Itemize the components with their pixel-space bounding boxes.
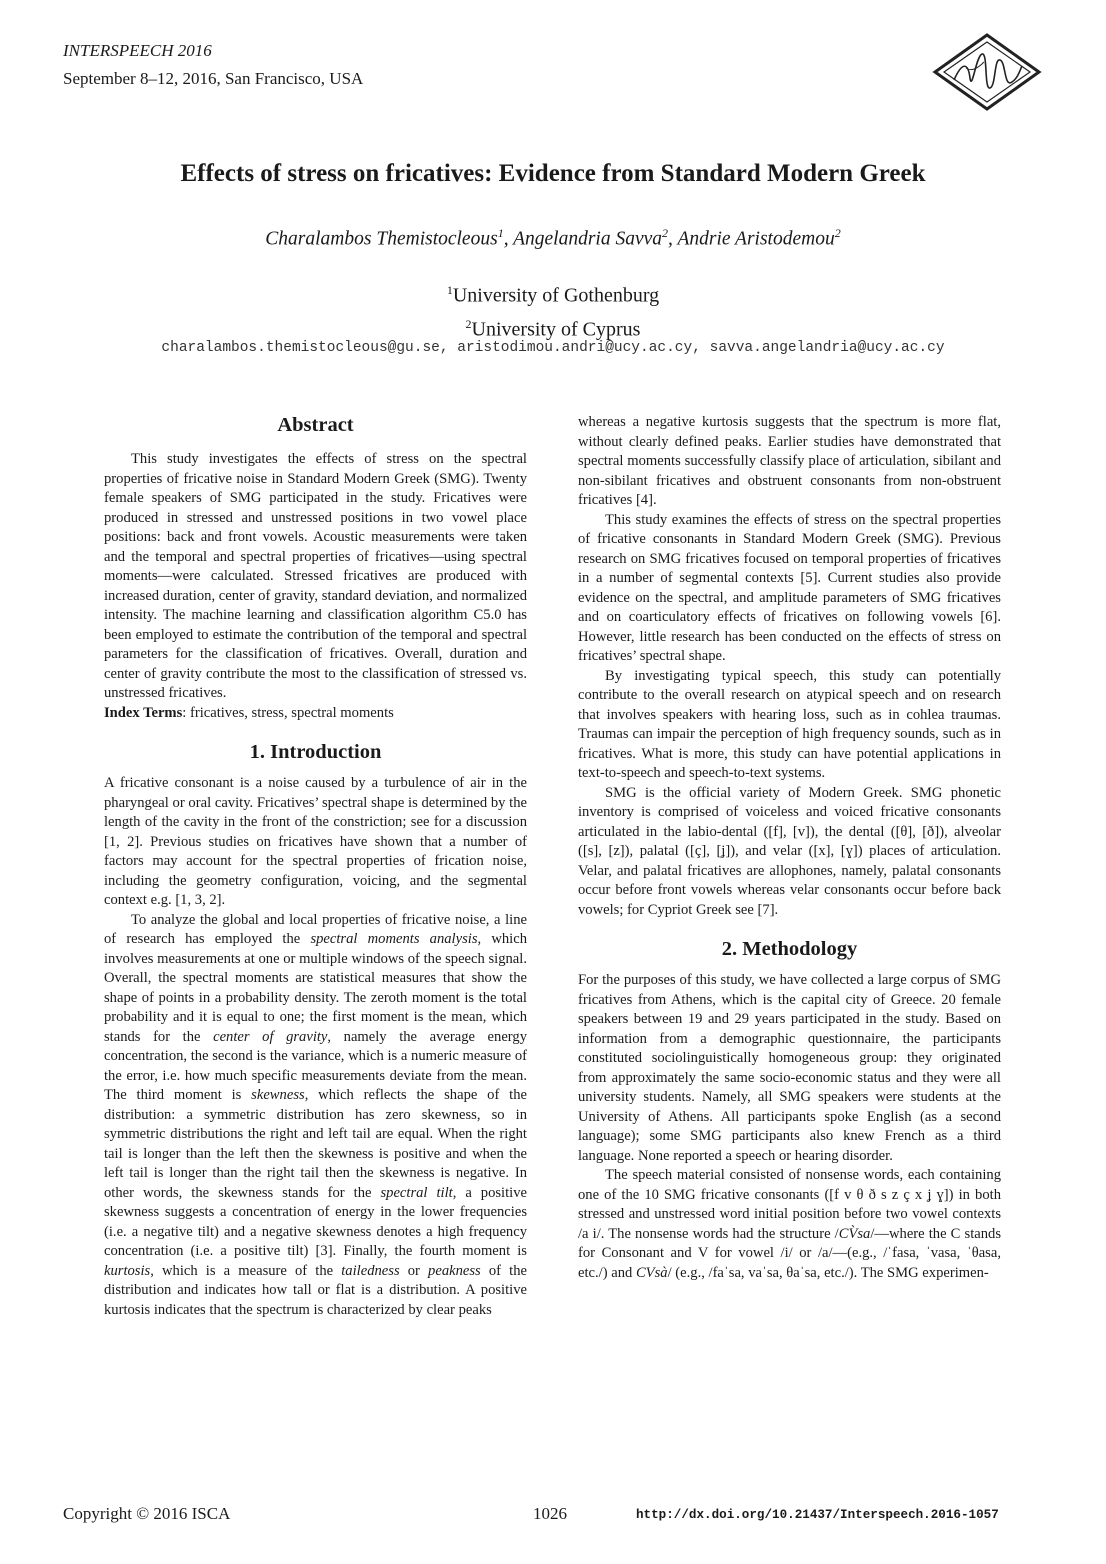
isca-logo-icon <box>932 32 1042 112</box>
abstract-heading: Abstract <box>277 414 354 436</box>
methodology-paragraph: For the purposes of this study, we have collected a large corpus of SMG fricatives from Athens, which is the capital city of Greece. 20 female speakers between 19 and 29 years participated in the study. Based on information from a demographic questionnaire, the participants constituted sociolinguistically homogeneous group: they originated from approximately the same socio-economic status and they were all university students. Namely, all SMG speakers were students at the University of Athens. All participants spoke English (as a second language); some SMG participants also knew French as a third language. None reported a speech or hearing disorder. <box>578 972 1001 1164</box>
abstract-text: This study investigates the effects of stress on the spectral properties of fricative noise in Standard Modern Greek (SMG). Twenty female speakers of SMG participated in the study. Fricatives were produced in stressed and unstressed positions in two vowel place positions: back and front vowels. Acoustic measurements were taken and the temporal and spectral properties of fricatives—using spectral moments—were calculated. Stressed fricatives are produced with increased duration, center of gravity, standard deviation, and normalized intensity. The machine learning and classification algorithm C5.0 has been employed to estimate the contribution of the temporal and spectral parameters for the classification of fricatives. Overall, duration and center of gravity contribute the most to the classification of stressed vs. unstressed fricatives. <box>104 451 527 701</box>
author-name: Andrie Aristodemou <box>677 228 835 250</box>
author-name: Charalambos Themistocleous <box>265 228 498 250</box>
intro-paragraph: This study examines the effects of stress on the spectral properties of fricative consonants in Standard Modern Greek (SMG). Previous research on SMG fricatives focused on temporal properties of fricatives in a number of segmental contexts [5]. Current studies also provide evidence on the spectral, and amplitude parameters of SMG fricatives and on coarticulatory effects of fricatives on following vowels [6]. However, little research has been conducted on the effects of stress on fricatives’ spectral shape. <box>578 511 1001 664</box>
intro-paragraph: By investigating typical speech, this study can potentially contribute to the overall research on atypical speech and on research that involves speakers with hearing loss, such as in cohlea traumas. Traumas can impair the perception of high frequency sounds, such as in fricatives. What is more, this study can have potential applications in text-to-speech and speech-to-text systems. <box>578 667 1001 781</box>
conference-dates-location: September 8–12, 2016, San Francisco, USA <box>63 69 364 88</box>
introduction-heading: 1. Introduction <box>249 741 382 763</box>
paper-title: Effects of stress on fricatives: Evidence from Standard Modern Greek <box>180 160 926 187</box>
author-list: Charalambos Themistocleous$^1$, Angelandria Savva$^2$, Andrie Aristodemou$^2$ <box>265 226 841 250</box>
page-number: 1026 <box>533 1504 567 1523</box>
author-affiliation-number: 2 <box>662 226 669 240</box>
affiliation-name: University of Cyprus <box>471 318 641 341</box>
affiliations <box>0 276 1106 343</box>
affiliation <box>0 276 1106 310</box>
index-terms <box>104 704 527 724</box>
affiliation <box>0 310 1106 344</box>
intro-paragraph: SMG is the official variety of Modern Greek. SMG phonetic inventory is comprised of voiceless and voiced fricative consonants articulated in the labio-dental ([f], [v]), the dental ([θ], [ð]), alveolar ([s], [z]), palatal ([ç], [ʝ]), and velar ([x], [ɣ]) places of articulation. Velar, and palatal fricatives are allophones, namely, palatal consonants occur before front vowels whereas velar consonants occur before back vowels; for Cypriot Greek see [7]. <box>578 784 1001 918</box>
conference-name: INTERSPEECH 2016 <box>63 41 212 60</box>
intro-paragraph: To analyze the global and local properties of fricative noise, a line of research has employed the spectral moments analysis, which involves measurements at one or multiple windows of the speech signal. Overall, the spectral moments are statistical measures that show the shape of points in a probability density. The zeroth moment is the total probability and it is equal to one; the first moment is the mean, which stands for the center of gravity, namely the average energy concentration, the second is the variance, which is a numeric measure of the error, i.e. how much specific measurements deviate from the mean. The third moment is skewness, which reflects the shape of the distribution: a symmetric distribution has zero skewness, so in symmetric distributions the right and left tail are equal. When the right tail is longer than the left then the skewness is positive and when the left tail is longer than the right tail then the skewness is negative. In other words, the skewness stands for the spectral tilt, a positive skewness suggests a concentration of energy in the lower frequencies (i.e. a negative tilt) and a negative skewness denotes a high frequency concentration (i.e. a positive tilt) [3]. Finally, the fourth moment is kurtosis, which is a measure of the tailedness or peakness of the distribution and indicates how tall or flat is a distribution. A positive kurtosis indicates that the spectrum is characterized by clear peaks <box>104 911 527 1318</box>
intro-paragraph: whereas a negative kurtosis suggests that the spectrum is more flat, without clearly defined peaks. Earlier studies have demonstrated that spectral moments successfully classify place of articulation, sibilant and non-sibilant fricatives and obstruent consonants from non-obstruent fricatives [4]. <box>578 414 1001 508</box>
author-emails: charalambos.themistocleous@gu.se, aristodimou.andri@ucy.ac.cy, savva.angelandria@ucy.ac.cy <box>161 340 945 356</box>
index-terms-text: : fricatives, stress, spectral moments <box>182 704 394 721</box>
methodology-paragraph: The speech material consisted of nonsense words, each containing one of the 10 SMG fricative consonants ([f v θ ð s z ç x ʝ ɣ]) in both stressed and unstressed word initial position before two vowel contexts /a i/. The nonsense words had the structure /CV̀sa/—where the C stands for Consonant and V for vowel /i/ or /a/—(e.g., /ˈfasa, ˈvasa, ˈθasa, etc./) and CVsà/ (e.g., /faˈsa, vaˈsa, θaˈsa, etc./). The SMG experimen- <box>578 1167 1001 1281</box>
doi-link[interactable]: http://dx.doi.org/10.21437/Interspeech.2016-1057 <box>636 1508 999 1522</box>
right-column <box>578 413 1001 1283</box>
affiliation-number: 2 <box>465 316 472 331</box>
conference-header <box>63 37 363 93</box>
affiliation-name: University of Gothenburg <box>452 284 660 307</box>
intro-paragraph: A fricative consonant is a noise caused by a turbulence of air in the pharyngeal or oral cavity. Fricatives’ spectral shape is determined by the length of the cavity in the front of the constriction; see for a discussion [1, 2]. Previous studies on fricatives have shown that a number of factors may account for the spectral properties of frication noise, including the geometry configuration, voicing, and the segmental context e.g. [1, 3, 2]. <box>104 775 527 908</box>
author-name: Angelandria Savva <box>513 228 663 250</box>
methodology-heading: 2. Methodology <box>721 938 858 960</box>
author-affiliation-number: 1 <box>497 226 504 240</box>
author-affiliation-number: 2 <box>834 226 841 240</box>
index-terms-label: Index Terms <box>104 704 183 721</box>
left-column <box>104 404 527 1320</box>
copyright: Copyright © 2016 ISCA <box>63 1504 231 1523</box>
affiliation-number: 1 <box>446 283 453 297</box>
